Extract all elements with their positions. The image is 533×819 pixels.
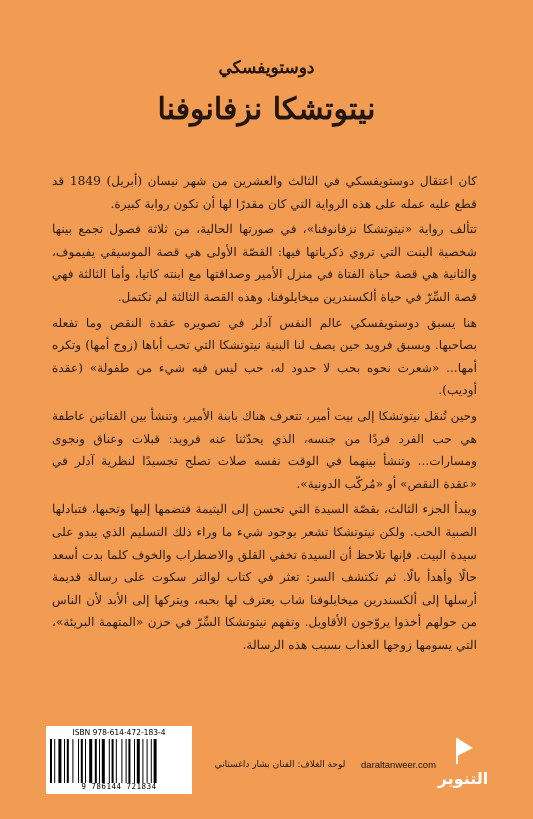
cover-credit: لوحة الغلاف: الفنان بشار داغستاني	[214, 760, 346, 770]
book-title: نيتوتشكا نزفانوفنا	[157, 92, 376, 127]
flag-icon	[457, 738, 473, 756]
isbn-label: ISBN 978-614-472-183-4	[72, 728, 166, 737]
blurb-paragraph: وحين تُنقل نيتوتشكا إلى بيت أمير، تتعرف هناك بابنة الأمير، وتنشأ بين الفتاتين عاطفة هي حب الفرد فردًا من جنسه، الذي يحدّثنا عنه فرويد: قبلات وعناق ونجوى ومسارات... وتنشأ بينهما في الوقت نفسه صلات تصلح تجسيدًا لنظرية آدلر في «عقدة النقص» أو «مُركّب الدونية».	[52, 408, 477, 491]
barcode	[46, 726, 192, 794]
flag-pole	[456, 738, 458, 764]
blurb-paragraph: كان اعتقال دوستويفسكي في الثالث والعشرين من شهر نيسان (أبريل) 1849 قد قطع عليه عمله على هذه الرواية التي كان مقدرًا لها أن تكون رواية كبيرة.	[52, 174, 477, 211]
barcode-digits: 9 786144 721834	[81, 782, 157, 791]
barcode-bars	[50, 739, 188, 783]
publisher-website: daraltanweer.com	[361, 760, 436, 771]
author-name: دوستويفسكي	[218, 58, 315, 78]
publisher-logo-text: التنوير	[437, 769, 489, 788]
blurb-paragraph: هنا يسبق دوستويفسكي عالم النفس آدلر في تصويره عقدة النقص وما تفعله بصاحبها. ويسبق فرويد حين يصف لنا البنية نيتوتشكا التي تحب أباها (زوج أمها) وتكره أمها... «شعرت نحوه بحب لا حدود له، حب ليس فيه شيء من طفولة» (عقدة أوديب).	[52, 315, 477, 398]
publisher-logo	[437, 736, 489, 792]
blurb-paragraph: تتألف رواية «نيتوتشكا نزفانوفنا»، في صورتها الحالية، من ثلاثة فصول تجمع بينها شخصية البنت التي تروي ذكرياتها فيها: القصّة الأولى هي قصة الموسيقي يفيموف، والثانية هي قصة حياة الفتاة في منزل الأمير وصداقتها مع ابنته كاتيا، وأما الثالثة فهي قصة السِّرّ في حياة ألكسندرين ميخايلوفنا، وهذه القصة الثالثة لم تكتمل.	[52, 222, 477, 304]
blurb-paragraph: ويبدأ الجزء الثالث، بقصّة السيدة التي تحسن إلى اليتيمة فتضمها إليها وتحبها، فتبادلها الصبية الحب. ولكن نيتوتشكا تشعر بوجود شيء ما وراء ذلك التسليم الذي يبدو على سيدة البيت. فإنها تلاحظ أن السيدة تخفي القلق والاضطراب والخوف كلما بدت أسعد حالًا وأهدأ بالًا. ثم تكتشف السر: تعثر في كتاب لوالتر سكوت على رسالة قديمة أرسلها إلى ألكسندرين ميخايلوفنا شاب يعترف لها بحبه، ويتركها إلى الأبد لأن الناس من حولهم أخذوا يروّجون الأقاويل. وتفهم نيتوتشكا السِّرّ في حزن «المتهمة البريئة»، التي يسومها زوجها العذاب بسبب هذه الرسالة.	[52, 502, 477, 652]
blurb-text	[52, 170, 477, 659]
